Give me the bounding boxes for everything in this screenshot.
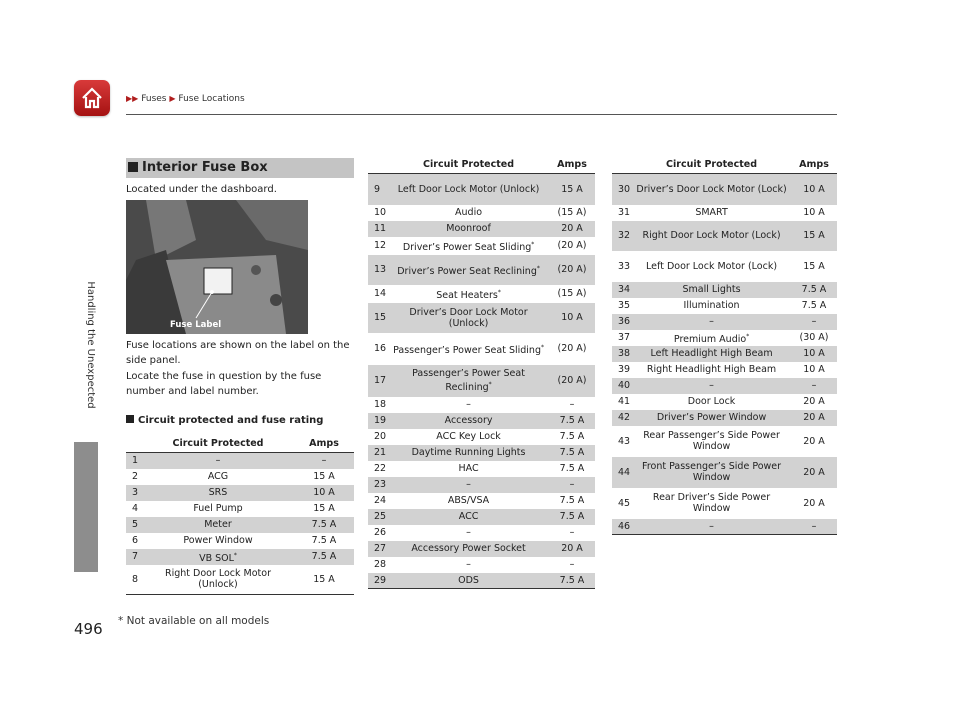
amperage: – xyxy=(569,527,575,538)
fuse-row xyxy=(612,488,837,519)
amperage: 15 A xyxy=(803,260,825,272)
circuit-name: – xyxy=(466,399,471,410)
circuit-name: Rear Driver’s Side Power Window xyxy=(652,492,771,514)
circuit-name: – xyxy=(388,477,549,493)
amperage: 7.5 A xyxy=(801,300,827,311)
fuse-number: 35 xyxy=(618,300,631,311)
breadcrumb-arrow-icon: ▶▶ xyxy=(126,94,139,103)
fuse-table-1 xyxy=(126,434,354,595)
circuit-name: Left Door Lock Motor (Lock) xyxy=(646,260,778,272)
fuse-row xyxy=(612,362,837,378)
fuse-number: 18 xyxy=(374,399,387,410)
page-number: 496 xyxy=(74,620,103,638)
circuit-name: Left Door Lock Motor (Unlock) xyxy=(388,174,549,205)
fuse-row xyxy=(126,485,354,501)
fuse-box-photo xyxy=(126,200,308,334)
fuse-row xyxy=(368,541,595,557)
fuse-number: 8 xyxy=(126,565,142,595)
breadcrumb xyxy=(126,94,245,104)
amperage: – xyxy=(791,378,837,394)
circuit-name: Rear Passenger’s Side Power Window xyxy=(643,430,780,452)
fuse-row xyxy=(368,461,595,477)
fuse-number: 7 xyxy=(126,549,142,565)
fuse-number: 25 xyxy=(368,509,388,525)
fuse-row xyxy=(368,333,595,365)
amperage: 7.5 A xyxy=(549,445,595,461)
amperage: – xyxy=(791,314,837,330)
amperage: 10 A xyxy=(791,346,837,362)
fuse-number: 4 xyxy=(132,503,139,514)
circuit-name: – xyxy=(142,453,294,469)
circuit-name: Passenger’s Power Seat Sliding* xyxy=(393,343,544,356)
circuit-name: Driver’s Door Lock Motor (Lock) xyxy=(632,174,791,205)
column-header-circuit: Circuit Protected xyxy=(142,434,294,453)
amperage: 7.5 A xyxy=(294,549,354,565)
amperage: (20 A) xyxy=(549,255,595,285)
fuse-row xyxy=(612,394,837,410)
circuit-name: ODS xyxy=(388,573,549,589)
fuse-number: 36 xyxy=(612,314,632,330)
fuse-row xyxy=(368,174,595,205)
fuse-row xyxy=(368,397,595,413)
fuse-row xyxy=(368,493,595,509)
circuit-name: Premium Audio* xyxy=(673,332,750,345)
fuse-row xyxy=(368,525,595,541)
fuse-number: 16 xyxy=(374,343,387,354)
amperage: 15 A xyxy=(294,565,354,595)
circuit-name: ACC Key Lock xyxy=(436,431,501,442)
fuse-number: 14 xyxy=(374,288,387,299)
square-bullet-icon xyxy=(128,162,138,172)
fuse-row xyxy=(126,549,354,565)
fuse-row xyxy=(612,457,837,488)
amperage: – xyxy=(569,399,575,410)
amperage: 7.5 A xyxy=(559,431,585,442)
label-location-text: Fuse locations are shown on the label on the side panel. xyxy=(126,340,350,366)
circuit-name: – xyxy=(466,559,471,570)
fuse-number: 6 xyxy=(132,535,139,546)
column-header-circuit: Circuit Protected xyxy=(632,155,791,174)
fuse-number: 40 xyxy=(612,378,632,394)
amperage: 15 A xyxy=(791,221,837,251)
breadcrumb-item-fuse-locations[interactable]: Fuse Locations xyxy=(178,94,245,104)
fuse-row xyxy=(612,205,837,221)
fuse-number: 2 xyxy=(132,471,139,482)
fuse-row xyxy=(368,557,595,573)
circuit-name: Right Door Lock Motor (Lock) xyxy=(632,221,791,251)
circuit-name: ABS/VSA xyxy=(447,495,490,506)
amperage: 7.5 A xyxy=(294,517,354,533)
circuit-name: Meter xyxy=(142,517,294,533)
fuse-number: 9 xyxy=(368,174,388,205)
fuse-number: 23 xyxy=(368,477,388,493)
circuit-name: ACC xyxy=(388,509,549,525)
fuse-row xyxy=(368,573,595,589)
fuse-number: 42 xyxy=(612,410,632,426)
circuit-name: Left Headlight High Beam xyxy=(632,346,791,362)
fuse-number: 27 xyxy=(368,541,388,557)
circuit-name: Accessory xyxy=(388,413,549,429)
amperage: (20 A) xyxy=(549,365,595,397)
column-header-amps: Amps xyxy=(791,155,837,174)
fuse-number: 34 xyxy=(612,282,632,298)
circuit-name: Right Door Lock Motor (Unlock) xyxy=(142,565,294,595)
fuse-table-3 xyxy=(612,155,837,535)
circuit-name: – xyxy=(466,527,471,538)
fuse-row xyxy=(368,429,595,445)
section-heading: Interior Fuse Box xyxy=(126,158,354,178)
circuit-name: Door Lock xyxy=(687,396,736,407)
circuit-name: Power Window xyxy=(183,535,253,546)
circuit-name: Passenger’s Power Seat Reclining* xyxy=(388,365,549,397)
circuit-name: SRS xyxy=(142,485,294,501)
amperage: 15 A xyxy=(549,174,595,205)
circuit-name: Driver’s Power Window xyxy=(632,410,791,426)
locate-fuse-text: Locate the fuse in question by the fuse number and label number. xyxy=(126,371,322,397)
amperage: 7.5 A xyxy=(549,573,595,589)
fuse-number: 46 xyxy=(612,519,632,535)
fuse-row xyxy=(612,282,837,298)
circuit-name: Driver’s Power Seat Reclining* xyxy=(388,255,549,285)
fuse-number: 44 xyxy=(612,457,632,488)
fuse-row xyxy=(368,303,595,333)
fuse-label-caption: Fuse Label xyxy=(170,320,222,330)
fuse-row xyxy=(368,365,595,397)
footnote: * Not available on all models xyxy=(118,615,270,627)
fuse-number: 37 xyxy=(618,332,631,343)
amperage: 10 A xyxy=(803,207,825,218)
amperage: 10 A xyxy=(294,485,354,501)
subsection-heading: Circuit protected and fuse rating xyxy=(126,415,323,426)
amperage: 20 A xyxy=(803,435,825,447)
fuse-number: 38 xyxy=(612,346,632,362)
fuse-number: 33 xyxy=(618,260,631,272)
circuit-name: Accessory Power Socket xyxy=(388,541,549,557)
amperage: (20 A) xyxy=(557,343,587,354)
fuse-number: 29 xyxy=(368,573,388,589)
breadcrumb-item-fuses[interactable]: Fuses xyxy=(141,94,167,104)
amperage: 20 A xyxy=(549,541,595,557)
fuse-row xyxy=(368,237,595,255)
fuse-row xyxy=(368,445,595,461)
fuse-number: 11 xyxy=(368,221,388,237)
fuse-number: 41 xyxy=(618,396,631,407)
amperage: 20 A xyxy=(791,410,837,426)
fuse-number: 22 xyxy=(374,463,387,474)
fuse-row xyxy=(126,501,354,517)
fuse-number: 12 xyxy=(374,240,387,251)
fuse-row xyxy=(612,410,837,426)
amperage: 7.5 A xyxy=(549,413,595,429)
fuse-number: 21 xyxy=(368,445,388,461)
fuse-number: 26 xyxy=(374,527,387,538)
fuse-number: 17 xyxy=(368,365,388,397)
fuse-row xyxy=(368,477,595,493)
amperage: 7.5 A xyxy=(791,282,837,298)
fuse-row xyxy=(368,285,595,303)
amperage: 20 A xyxy=(803,497,825,509)
circuit-name: Seat Heaters* xyxy=(436,288,501,301)
circuit-name: SMART xyxy=(695,207,728,218)
amperage: 20 A xyxy=(791,457,837,488)
fuse-row xyxy=(368,221,595,237)
header-divider xyxy=(126,114,837,115)
home-button[interactable] xyxy=(74,80,110,116)
amperage: 15 A xyxy=(313,503,335,514)
fuse-number: 20 xyxy=(374,431,387,442)
circuit-name: ACG xyxy=(207,471,229,482)
fuse-number: 10 xyxy=(374,207,387,218)
circuit-name: Driver’s Door Lock Motor (Unlock) xyxy=(388,303,549,333)
fuse-row xyxy=(612,378,837,394)
circuit-name: Audio xyxy=(455,207,483,218)
amperage: 7.5 A xyxy=(549,509,595,525)
amperage: (20 A) xyxy=(557,240,587,251)
fuse-number: 5 xyxy=(126,517,142,533)
fuse-row xyxy=(126,533,354,549)
fuse-number: 1 xyxy=(126,453,142,469)
column-header-circuit: Circuit Protected xyxy=(388,155,549,174)
fuse-table-2 xyxy=(368,155,595,589)
fuse-row xyxy=(368,509,595,525)
circuit-name: Small Lights xyxy=(632,282,791,298)
amperage: (30 A) xyxy=(799,332,829,343)
fuse-row xyxy=(612,174,837,205)
fuse-number: 30 xyxy=(612,174,632,205)
amperage: – xyxy=(294,453,354,469)
fuse-row xyxy=(612,426,837,457)
amperage: 20 A xyxy=(549,221,595,237)
fuse-row xyxy=(612,251,837,282)
fuse-number: 19 xyxy=(368,413,388,429)
side-section-label: Handling the Unexpected xyxy=(85,281,96,409)
amperage: 15 A xyxy=(313,471,335,482)
fuse-row xyxy=(126,517,354,533)
circuit-name: VB SOL* xyxy=(142,549,294,565)
fuse-row xyxy=(612,221,837,251)
fuse-row xyxy=(612,314,837,330)
fuse-row xyxy=(612,298,837,314)
fuse-row xyxy=(126,565,354,595)
circuit-name: – xyxy=(632,314,791,330)
fuse-number: 43 xyxy=(618,435,631,447)
amperage: 7.5 A xyxy=(311,535,337,546)
amperage: 7.5 A xyxy=(559,463,585,474)
breadcrumb-arrow-icon: ▶ xyxy=(169,94,176,103)
fuse-row xyxy=(126,453,354,469)
circuit-name: HAC xyxy=(458,463,479,474)
fuse-number: 39 xyxy=(618,364,631,375)
circuit-name: Daytime Running Lights xyxy=(388,445,549,461)
amperage: 10 A xyxy=(791,174,837,205)
fuse-row xyxy=(368,255,595,285)
amperage: – xyxy=(569,559,575,570)
fuse-row xyxy=(126,469,354,485)
column-header-amps: Amps xyxy=(549,155,595,174)
fuse-number: 45 xyxy=(618,497,631,509)
amperage: 10 A xyxy=(803,364,825,375)
fuse-number: 31 xyxy=(618,207,631,218)
amperage: – xyxy=(549,477,595,493)
fuse-row xyxy=(612,519,837,535)
circuit-name: Illumination xyxy=(683,300,740,311)
circuit-name: Right Headlight High Beam xyxy=(646,364,777,375)
fuse-number: 24 xyxy=(374,495,387,506)
circuit-name: Moonroof xyxy=(388,221,549,237)
amperage: (15 A) xyxy=(557,207,587,218)
square-bullet-icon xyxy=(126,415,134,423)
fuse-row xyxy=(368,413,595,429)
circuit-name: Fuel Pump xyxy=(193,503,243,514)
fuse-row xyxy=(612,330,837,346)
amperage: (15 A) xyxy=(557,288,587,299)
circuit-name: Driver’s Power Seat Sliding* xyxy=(402,240,535,253)
fuse-row xyxy=(612,346,837,362)
circuit-name: – xyxy=(632,378,791,394)
fuse-row xyxy=(368,205,595,221)
fuse-number: 15 xyxy=(368,303,388,333)
fuse-number: 13 xyxy=(368,255,388,285)
location-text: Located under the dashboard. xyxy=(126,184,277,195)
circuit-name: Front Passenger’s Side Power Window xyxy=(632,457,791,488)
home-icon xyxy=(80,86,104,110)
fuse-number: 3 xyxy=(126,485,142,501)
fuse-number: 28 xyxy=(374,559,387,570)
amperage: 7.5 A xyxy=(559,495,585,506)
amperage: 10 A xyxy=(549,303,595,333)
amperage: 20 A xyxy=(803,396,825,407)
column-header-amps: Amps xyxy=(294,434,354,453)
fuse-number: 32 xyxy=(612,221,632,251)
amperage: – xyxy=(791,519,837,535)
circuit-name: – xyxy=(632,519,791,535)
side-section-tab xyxy=(74,442,98,572)
